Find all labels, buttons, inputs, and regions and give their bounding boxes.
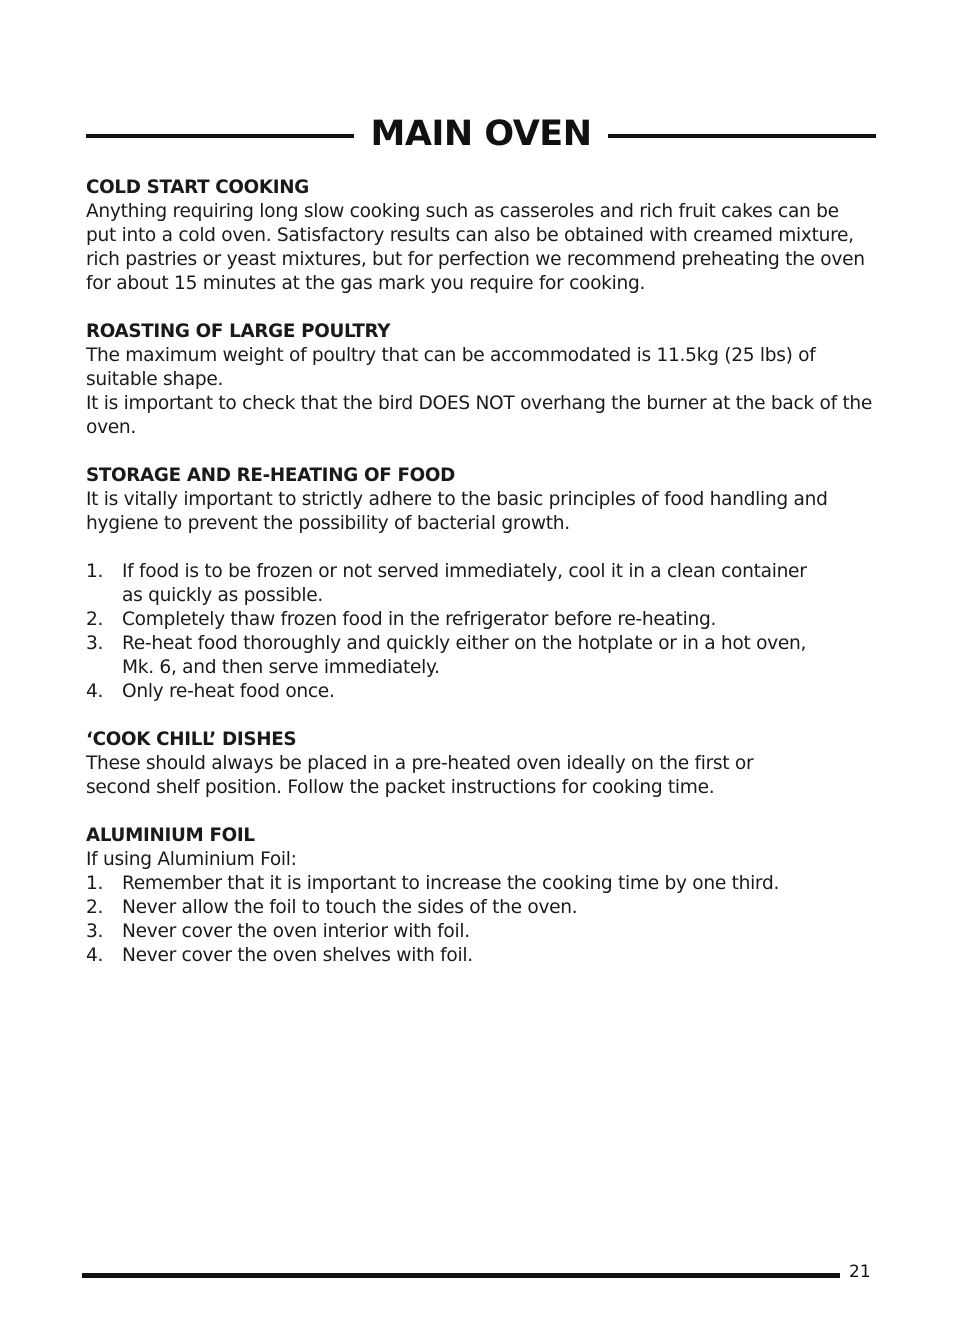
- section-body: Anything requiring long slow cooking such as casseroles and rich fruit cakes can be put into a cold oven. Satisfactory results can also be obtained with creamed mixture, rich pastries or yeast mixtures, but for perfection we recommend preheating the oven for about 15 minutes at the gas mark you require for cooking.: [86, 201, 865, 294]
- section-body: It is important to check that the bird DOES NOT overhang the burner at the back of the oven.: [86, 393, 873, 438]
- list-item: [86, 872, 876, 896]
- list-text: Only re-heat food once.: [122, 681, 335, 702]
- page-title: MAIN OVEN: [370, 114, 592, 154]
- page-content: [86, 176, 886, 968]
- list-number: 2.: [86, 609, 104, 630]
- list-number: 3.: [86, 633, 104, 654]
- list-number: 1.: [86, 561, 104, 582]
- section-heading: COLD START COOKING: [86, 177, 309, 198]
- section-heading: ROASTING OF LARGE POULTRY: [86, 321, 391, 342]
- list-item: [86, 920, 876, 944]
- section-foil: [86, 824, 876, 968]
- section-heading: ‘COOK CHILL’ DISHES: [86, 729, 297, 750]
- footer-rule: [82, 1273, 840, 1278]
- page-number: 21: [849, 1262, 871, 1282]
- list-text: Never allow the foil to touch the sides of the oven.: [122, 897, 578, 918]
- section-body: These should always be placed in a pre-heated oven ideally on the first or second shelf position. Follow the packet instructions for cooking time.: [86, 753, 754, 798]
- list-number: 2.: [86, 897, 104, 918]
- header-rule-left: [86, 134, 354, 138]
- list-text: If food is to be frozen or not served immediately, cool it in a clean container as quickly as possible.: [122, 561, 807, 606]
- section-body: It is vitally important to strictly adhere to the basic principles of food handling and hygiene to prevent the possibility of bacterial growth.: [86, 489, 828, 534]
- list-text: Completely thaw frozen food in the refrigerator before re-heating.: [122, 609, 717, 630]
- list-item: [86, 632, 826, 680]
- section-heading: ALUMINIUM FOIL: [86, 825, 255, 846]
- list-item: [86, 896, 876, 920]
- section-body: The maximum weight of poultry that can be accommodated is 11.5kg (25 lbs) of suitable shape.: [86, 345, 816, 390]
- list-item: [86, 560, 826, 608]
- list-text: Never cover the oven shelves with foil.: [122, 945, 473, 966]
- section-storage: [86, 464, 846, 704]
- section-body: If using Aluminium Foil:: [86, 849, 297, 870]
- list-number: 4.: [86, 945, 104, 966]
- list-number: 1.: [86, 873, 104, 894]
- header-rule-right: [608, 134, 876, 138]
- section-roasting: [86, 320, 878, 440]
- foil-list: [86, 872, 876, 968]
- list-number: 4.: [86, 681, 104, 702]
- section-cold-start: [86, 176, 871, 296]
- list-text: Re-heat food thoroughly and quickly either on the hotplate or in a hot oven, Mk. 6, and then serve immediately.: [122, 633, 807, 678]
- list-item: [86, 608, 826, 632]
- section-heading: STORAGE AND RE-HEATING OF FOOD: [86, 465, 455, 486]
- list-number: 3.: [86, 921, 104, 942]
- section-cook-chill: [86, 728, 776, 800]
- page-header: [86, 112, 876, 156]
- list-item: [86, 944, 876, 968]
- list-text: Never cover the oven interior with foil.: [122, 921, 470, 942]
- storage-list: [86, 560, 826, 704]
- list-item: [86, 680, 826, 704]
- list-text: Remember that it is important to increase the cooking time by one third.: [122, 873, 780, 894]
